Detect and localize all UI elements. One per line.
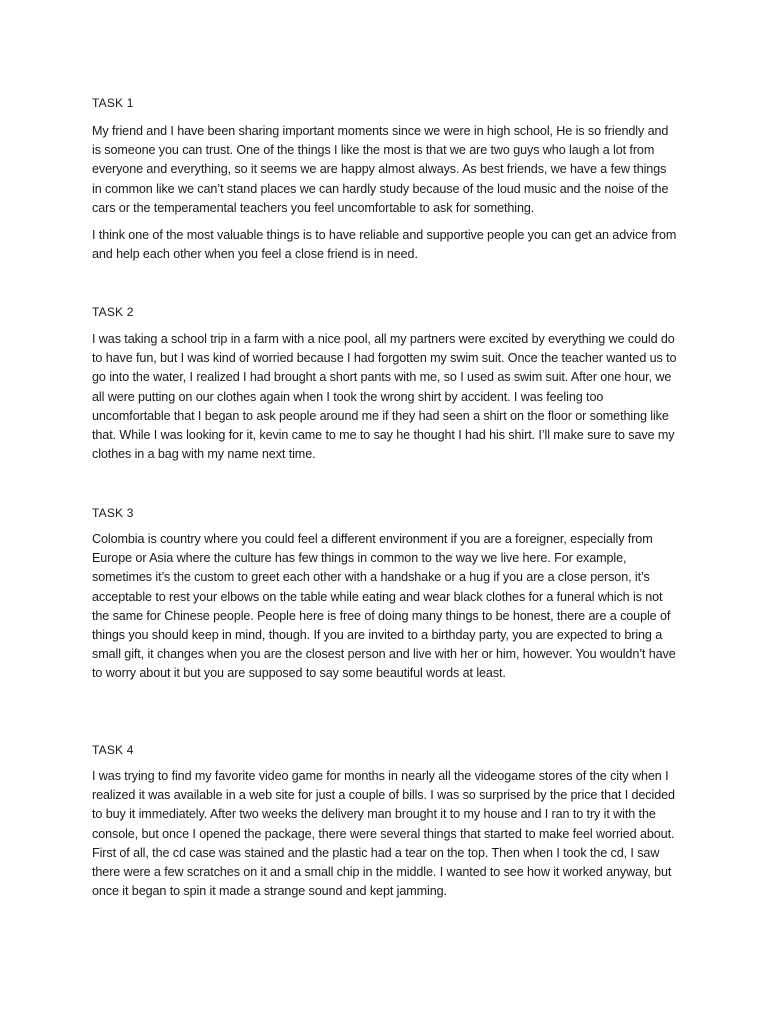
task-4-heading: TASK 4	[92, 743, 134, 757]
task-1-paragraph-1: My friend and I have been sharing important moments since we were in high school, He is so friendly and is someone you can trust. One of the things I like the most is that we are two guys who laugh a lot from everyone and everything, so it seems we are happy almost always. As best friends, we have a few things in common like we can’t stand places we can hardly study because of the loud music and the noise of the cars or the temperamental teachers you feel uncomfortable to ask for something.	[92, 124, 669, 215]
task-2-heading: TASK 2	[92, 305, 134, 319]
task-1-paragraph-2: I think one of the most valuable things is to have reliable and supportive people you can get an advice from and help each other when you feel a close friend is in need.	[92, 228, 677, 262]
task-1-heading: TASK 1	[92, 96, 134, 110]
task-3-paragraph-1: Colombia is country where you could feel a different environment if you are a foreigner, especially from Europe or Asia where the culture has few things in common to the way we live here. For example, sometimes it’s the custom to greet each other with a handshake or a hug if you are a close person, it’s acceptable to rest your elbows on the table while eating and wear black clothes for a funeral which is not the same for Chinese people. People here is free of doing many things to be honest, there are a couple of things you should keep in mind, though. If you are invited to a birthday party, you are expected to bring a small gift, it changes when you are the closest person and live with her or him, however. You wouldn’t have to worry about it but you are supposed to say some beautiful words at least.	[92, 532, 676, 681]
task-4-paragraph-1: I was trying to find my favorite video game for months in nearly all the videogame stores of the city when I realized it was available in a web site for just a couple of bills. I was so surprised by the price that I decided to buy it immediately. After two weeks the delivery man brought it to my house and I ran to try it with the console, but once I opened the package, there were several things that started to make feel worried about. First of all, the cd case was stained and the plastic had a tear on the top. Then when I took the cd, I saw there were a few scratches on it and a small chip in the middle. I wanted to see how it worked anyway, but once it began to spin it made a strange sound and kept jamming.	[92, 769, 675, 899]
task-2-paragraph-1: I was taking a school trip in a farm with a nice pool, all my partners were excited by everything we could do to have fun, but I was kind of worried because I had forgotten my swim suit. Once the teacher wanted us to go into the water, I realized I had brought a short pants with me, so I used as swim suit. After one hour, we all were putting on our clothes again when I took the wrong shirt by accident. I was feeling too uncomfortable that I began to ask people around me if they had seen a shirt on the floor or something like that. While I was looking for it, kevin came to me to say he thought I had his shirt. I’ll make sure to save my clothes in a bag with my name next time.	[92, 332, 677, 462]
task-3-heading: TASK 3	[92, 506, 134, 520]
